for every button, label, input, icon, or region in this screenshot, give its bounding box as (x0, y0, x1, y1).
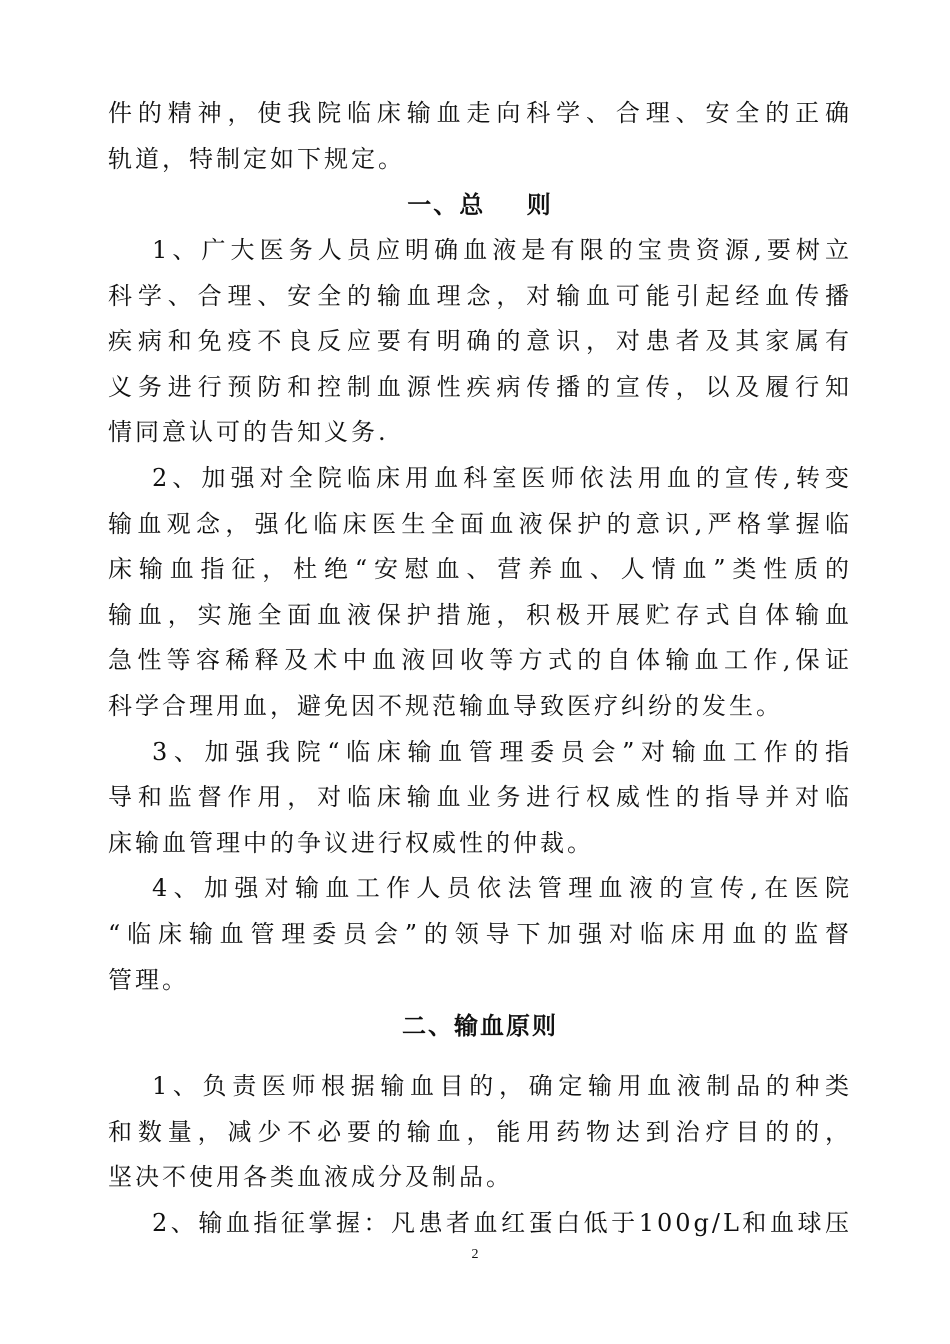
text-line: 疾病和免疫不良反应要有明确的意识，对患者及其家属有 (108, 327, 852, 356)
text-line: 和数量，减少不必要的输血，能用药物达到治疗目的的， (108, 1117, 852, 1146)
text-line: 件的精神，使我院临床输血走向科学、合理、安全的正确 (108, 99, 852, 127)
text-line: 1、广大医务人员应明确血液是有限的宝贵资源,要树立 (152, 236, 852, 264)
intro-paragraph (108, 91, 852, 228)
text-line: 床输血指征，杜绝“安慰血、营养血、人情血”类性质的 (108, 555, 852, 584)
section-principles-body (108, 1064, 852, 1246)
text-line: 2、输血指征掌握：凡患者血红蛋白低于100g/L和血球压 (152, 1208, 852, 1237)
section-heading-general: 一、总 则 (407, 190, 553, 220)
page-number: 2 (471, 1247, 479, 1262)
text-line: 情同意认可的告知义务. (108, 418, 389, 447)
text-line: “临床输血管理委员会”的领导下加强对临床用血的监督 (108, 919, 852, 948)
text-line: 1、负责医师根据输血目的，确定输用血液制品的种类 (152, 1072, 852, 1100)
text-line: 科学合理用血，避免因不规范输血导致医疗纠纷的发生。 (108, 691, 783, 720)
text-line: 义务进行预防和控制血源性疾病传播的宣传，以及履行知 (108, 372, 852, 401)
text-line: 输血，实施全面血液保护措施，积极开展贮存式自体输血 (108, 600, 852, 629)
text-line: 4、加强对输血工作人员依法管理血液的宣传,在医院 (152, 874, 852, 903)
text-line: 输血观念，强化临床医生全面血液保护的意识,严格掌握临 (108, 509, 852, 538)
text-line: 科学、合理、安全的输血理念，对输血可能引起经血传播 (108, 281, 852, 310)
text-line: 坚决不使用各类血液成分及制品。 (108, 1163, 513, 1192)
section-heading-principles: 二、输血原则 (402, 1011, 558, 1041)
text-line: 2、加强对全院临床用血科室医师依法用血的宣传,转变 (152, 463, 852, 492)
text-line: 急性等容稀释及术中血液回收等方式的自体输血工作,保证 (108, 646, 852, 675)
text-line: 3、加强我院“临床输血管理委员会”对输血工作的指 (152, 737, 852, 766)
text-line: 导和监督作用，对临床输血业务进行权威性的指导并对临 (108, 783, 852, 812)
text-line: 床输血管理中的争议进行权威性的仲裁。 (108, 828, 594, 857)
text-line: 轨道，特制定如下规定。 (108, 144, 405, 173)
section-general-body (108, 228, 852, 1049)
text-line: 管理。 (108, 965, 189, 994)
